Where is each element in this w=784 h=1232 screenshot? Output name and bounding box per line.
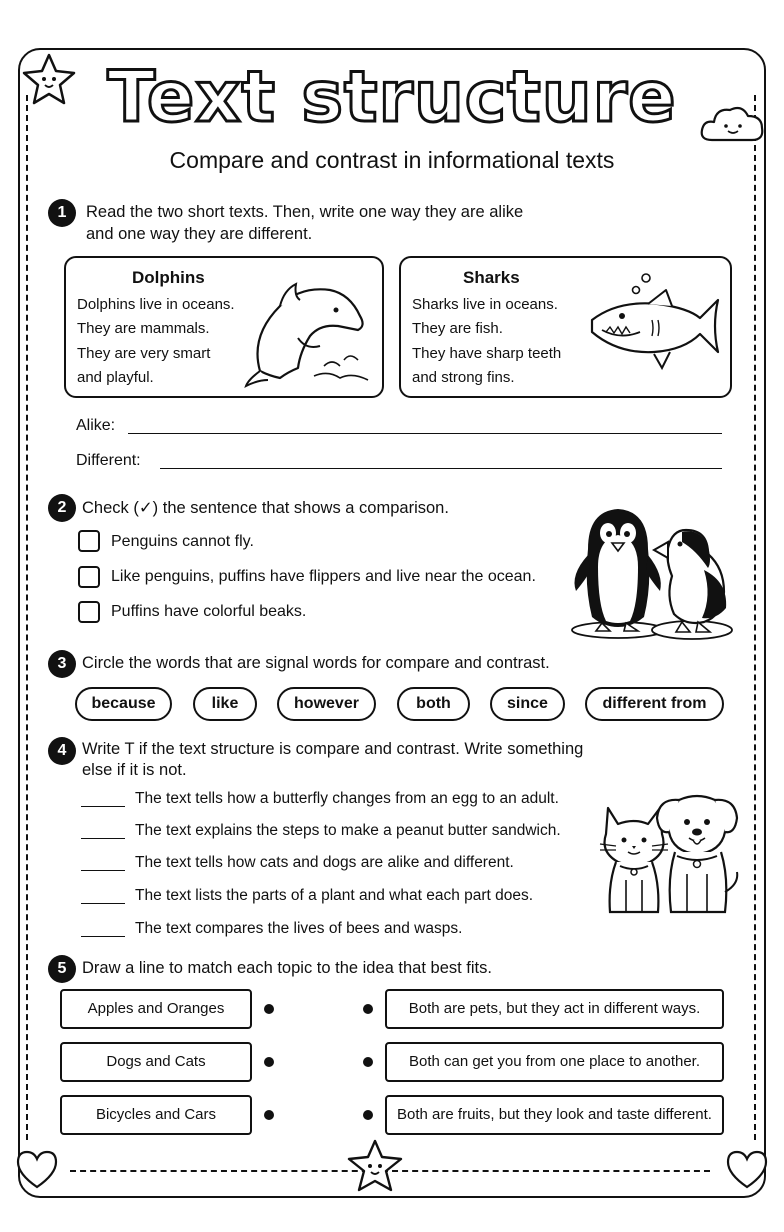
dolphins-line: They are mammals. <box>77 320 210 337</box>
match-topic-box: Bicycles and Cars <box>60 1095 252 1135</box>
star-icon <box>344 1138 406 1194</box>
q2-option-label: Penguins cannot fly. <box>111 533 254 550</box>
match-idea-box: Both can get you from one place to another. <box>385 1042 724 1082</box>
match-dot-left[interactable] <box>264 1057 274 1067</box>
checkbox-option-2[interactable] <box>78 566 100 588</box>
match-topic-box: Apples and Oranges <box>60 989 252 1029</box>
answer-blank[interactable] <box>81 870 125 871</box>
dolphins-line: and playful. <box>77 369 154 386</box>
match-dot-left[interactable] <box>264 1110 274 1120</box>
page-subtitle: Compare and contrast in informational texts <box>169 147 615 173</box>
different-answer-line[interactable] <box>160 468 722 469</box>
q3-prompt: Circle the words that are signal words for compare and contrast. <box>82 654 550 672</box>
q4-statement: The text compares the lives of bees and wasps. <box>135 920 463 937</box>
match-dot-left[interactable] <box>264 1004 274 1014</box>
q2-option-label: Like penguins, puffins have flippers and live near the ocean. <box>111 568 536 585</box>
signal-word-however[interactable]: however <box>277 687 376 721</box>
match-topic-box: Dogs and Cats <box>60 1042 252 1082</box>
q4-statement: The text tells how cats and dogs are alike and different. <box>135 854 514 871</box>
q1-prompt-line1: Read the two short texts. Then, write one way they are alike <box>86 203 524 221</box>
question-number-4: 4 <box>48 737 76 765</box>
alike-label: Alike: <box>76 417 116 434</box>
sharks-line: They have sharp teeth <box>412 345 562 362</box>
puffin-icon <box>652 522 737 640</box>
answer-blank[interactable] <box>81 806 125 807</box>
signal-word-since[interactable]: since <box>490 687 565 721</box>
q1-prompt-line2: and one way they are different. <box>86 225 313 243</box>
dolphins-line: Dolphins live in oceans. <box>77 296 235 313</box>
sharks-line: They are fish. <box>412 320 503 337</box>
sharks-line: Sharks live in oceans. <box>412 296 558 313</box>
question-number-5: 5 <box>48 955 76 983</box>
dolphins-line: They are very smart <box>77 345 211 362</box>
q4-prompt-line2: else if it is not. <box>82 761 187 779</box>
dolphins-title: Dolphins <box>132 268 205 287</box>
dog-icon <box>655 788 740 916</box>
answer-blank[interactable] <box>81 903 125 904</box>
dolphin-icon <box>240 276 375 388</box>
signal-word-because[interactable]: because <box>75 687 172 721</box>
question-number-3: 3 <box>48 650 76 678</box>
answer-blank[interactable] <box>81 936 125 937</box>
question-number-2: 2 <box>48 494 76 522</box>
heart-icon <box>14 1148 60 1190</box>
match-idea-box: Both are fruits, but they look and taste different. <box>385 1095 724 1135</box>
q4-statement: The text lists the parts of a plant and what each part does. <box>135 887 534 904</box>
dashed-border-left <box>26 95 28 1140</box>
signal-word-like[interactable]: like <box>193 687 257 721</box>
q4-statement: The text explains the steps to make a peanut butter sandwich. <box>135 822 561 839</box>
q4-statement: The text tells how a butterfly changes from an egg to an adult. <box>135 790 559 807</box>
signal-word-different-from[interactable]: different from <box>585 687 724 721</box>
q5-prompt: Draw a line to match each topic to the idea that best fits. <box>82 959 492 977</box>
match-idea-box: Both are pets, but they act in different ways. <box>385 989 724 1029</box>
q4-prompt-line1: Write T if the text structure is compare and contrast. Write something <box>82 740 584 758</box>
q2-prompt: Check (✓) the sentence that shows a comparison. <box>82 499 449 517</box>
signal-word-both[interactable]: both <box>397 687 470 721</box>
match-dot-right[interactable] <box>363 1057 373 1067</box>
alike-answer-line[interactable] <box>128 433 722 434</box>
page-title: Text structure <box>107 56 677 138</box>
dashed-border-right <box>754 95 756 1140</box>
question-number-1: 1 <box>48 199 76 227</box>
checkbox-option-3[interactable] <box>78 601 100 623</box>
sharks-title: Sharks <box>463 268 520 287</box>
answer-blank[interactable] <box>81 838 125 839</box>
shark-icon <box>588 270 723 380</box>
match-dot-right[interactable] <box>363 1004 373 1014</box>
heart-icon <box>724 1148 770 1190</box>
match-dot-right[interactable] <box>363 1110 373 1120</box>
different-label: Different: <box>76 452 141 469</box>
sharks-line: and strong fins. <box>412 369 515 386</box>
checkbox-option-1[interactable] <box>78 530 100 552</box>
q2-option-label: Puffins have colorful beaks. <box>111 603 307 620</box>
